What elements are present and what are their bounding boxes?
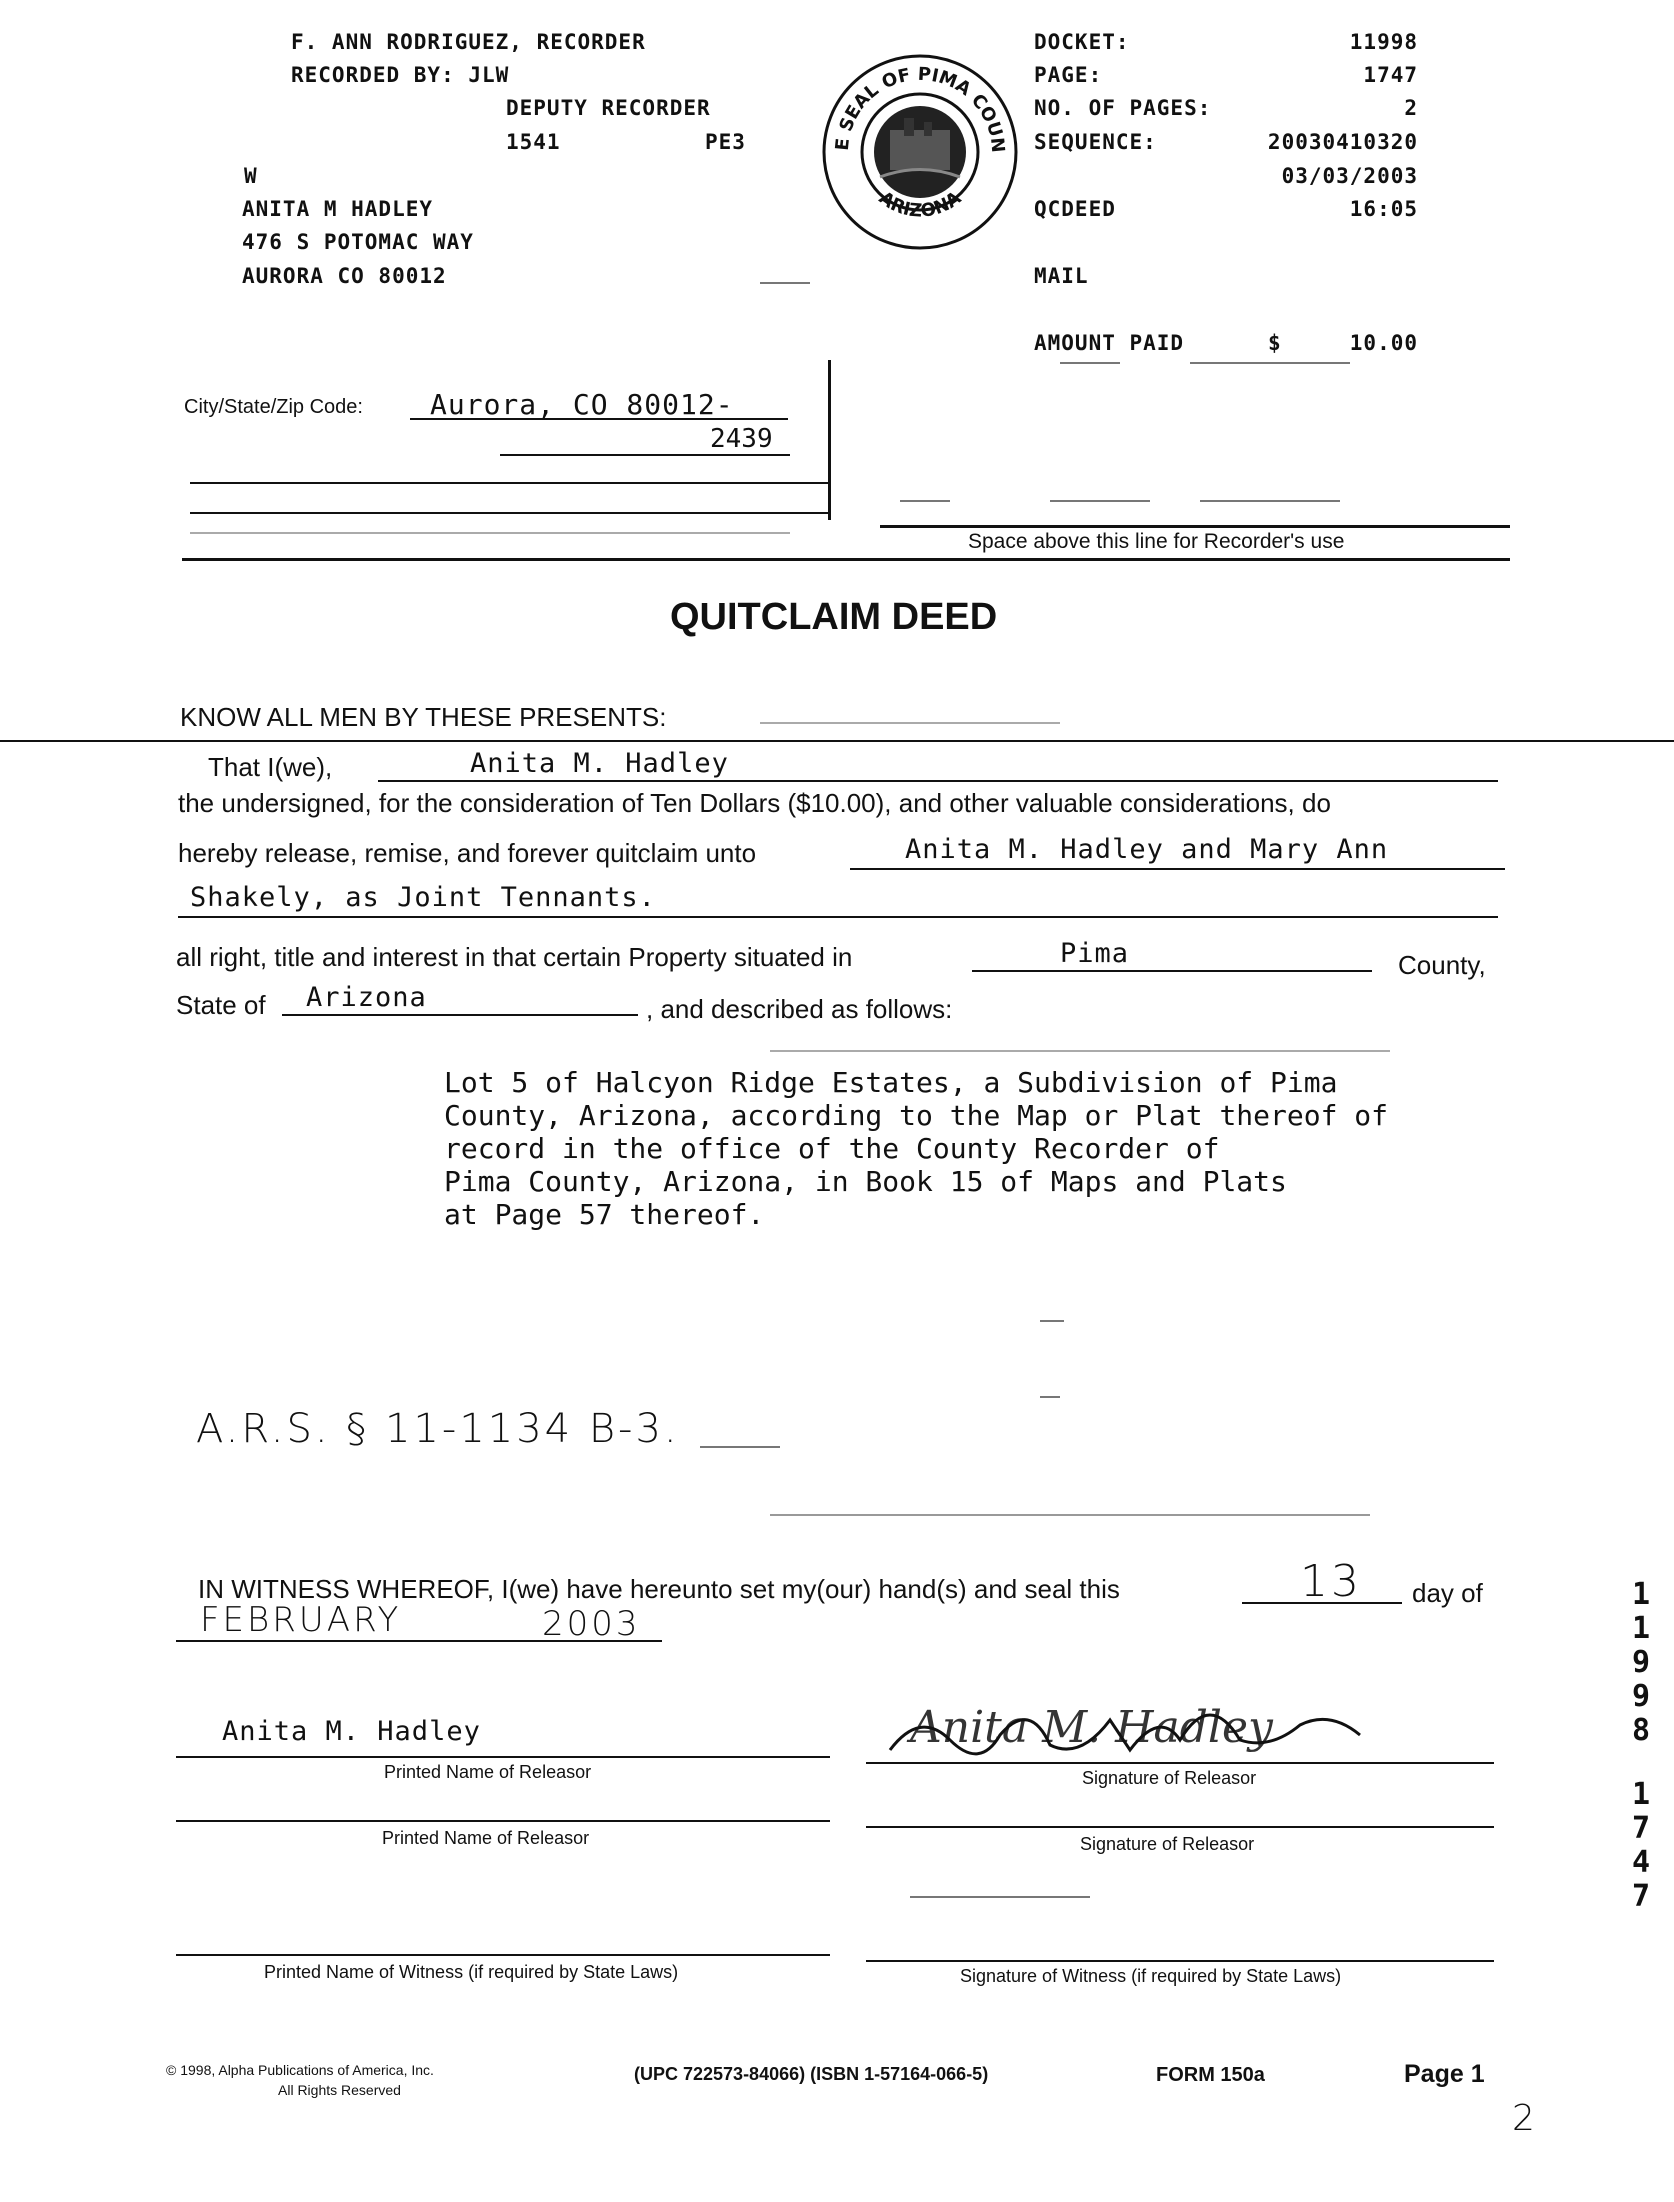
stamp-digit: 7 <box>1631 1879 1651 1914</box>
csz-vertical-rule <box>828 360 831 520</box>
scan-speck <box>770 1514 1370 1516</box>
rights-clause: all right, title and interest in that certain Property situated in <box>176 942 853 972</box>
signature-graphic <box>880 1680 1400 1770</box>
recording-time: 16:05 <box>1349 197 1418 221</box>
deputy-recorder: DEPUTY RECORDER <box>506 96 711 120</box>
page-label: PAGE: <box>1034 63 1103 87</box>
day-of-label: day of <box>1412 1578 1483 1608</box>
scan-speck <box>900 500 950 502</box>
witness-signature-line <box>866 1960 1494 1962</box>
form-number: FORM 150a <box>1156 2064 1265 2086</box>
scan-speck <box>1060 362 1120 364</box>
legal-line-5: at Page 57 thereof. <box>444 1198 765 1231</box>
signature-line-1 <box>866 1762 1494 1764</box>
page-value: 1747 <box>1363 63 1418 87</box>
legal-line-3: record in the office of the County Recorder of <box>444 1132 1220 1165</box>
legal-line-2: County, Arizona, according to the Map or Plat thereof of <box>444 1099 1389 1132</box>
scan-speck <box>1040 1320 1064 1322</box>
that-label: That I(we), <box>208 752 333 782</box>
recorder-use-note: Space above this line for Recorder's use <box>968 530 1345 553</box>
county-seal <box>820 52 1020 252</box>
signature-text: Anita M. Hadley <box>910 1702 1273 1753</box>
blank-line-2 <box>190 512 828 514</box>
scan-speck <box>1200 500 1340 502</box>
scan-speck <box>1040 1396 1060 1398</box>
recorder-use-top-line <box>880 525 1510 528</box>
county-label: County, <box>1398 950 1486 980</box>
recorded-by: RECORDED BY: JLW <box>291 63 510 87</box>
recorder-name: F. ANN RODRIGUEZ, RECORDER <box>291 30 646 54</box>
described-clause: , and described as follows: <box>646 994 953 1024</box>
witness-year-value: 2003 <box>542 1604 641 1644</box>
page-number: Page 1 <box>1404 2060 1485 2088</box>
printed-name-label-1: Printed Name of Releasor <box>384 1762 592 1782</box>
ars-note: A.R.S. § 11-1134 B-3. <box>196 1406 680 1452</box>
recorder-use-line <box>182 558 1510 561</box>
recorder-code-2: PE3 <box>705 130 746 154</box>
day-underline <box>1242 1602 1402 1604</box>
docket-value: 11998 <box>1349 30 1418 54</box>
grantee-underline-1 <box>850 868 1505 870</box>
csz-value: Aurora, CO 80012- <box>430 388 734 421</box>
signature-label-2: Signature of Releasor <box>1080 1834 1255 1854</box>
recording-date: 03/03/2003 <box>1281 164 1418 188</box>
sequence-value: 20030410320 <box>1267 130 1418 154</box>
stamp-digit: 9 <box>1631 1679 1651 1714</box>
printed-name-line-1 <box>176 1756 830 1758</box>
legal-line-1: Lot 5 of Halcyon Ridge Estates, a Subdivision of Pima <box>444 1066 1338 1099</box>
scan-speck <box>1190 362 1350 364</box>
copyright-line-2: All Rights Reserved <box>278 2082 401 2098</box>
scan-speck <box>910 1896 1090 1898</box>
grantor-name: Anita M. Hadley <box>470 748 729 779</box>
witness-clause: IN WITNESS WHEREOF, I(we) have hereunto set my(our) hand(s) and seal this <box>198 1574 1120 1604</box>
scan-speck <box>1050 500 1150 502</box>
stamp-digit: 1 <box>1631 1777 1651 1812</box>
stamp-digit: 8 <box>1631 1713 1651 1748</box>
signature-line-2 <box>866 1826 1494 1828</box>
mail-to-name: ANITA M HADLEY <box>242 197 434 221</box>
grantee-line-1: Anita M. Hadley and Mary Ann <box>905 834 1389 865</box>
mail-to-street: 476 S POTOMAC WAY <box>242 230 474 254</box>
seal-bottom-text: ARIZONA <box>874 187 966 222</box>
recorder-code-1: 1541 <box>506 130 561 154</box>
csz-value-2: 2439 <box>710 424 773 454</box>
witness-printed-line <box>176 1954 830 1956</box>
printed-name-line-2 <box>176 1820 830 1822</box>
docket-label: DOCKET: <box>1034 30 1130 54</box>
witness-signature-label: Signature of Witness (if required by State Laws) <box>960 1966 1342 1986</box>
body-divider <box>0 740 1674 742</box>
margin-docket-stamp <box>1626 1578 1656 1914</box>
county-value: Pima <box>1060 938 1130 969</box>
scan-speck <box>760 282 810 284</box>
upc-isbn: (UPC 722573-84066) (ISBN 1-57164-066-5) <box>634 2064 989 2084</box>
sequence-label: SEQUENCE: <box>1034 130 1157 154</box>
csz-underline <box>410 418 788 420</box>
mail-to-city: AURORA CO 80012 <box>242 264 447 288</box>
scan-speck <box>700 1446 780 1448</box>
state-value: Arizona <box>306 982 427 1013</box>
witness-printed-label: Printed Name of Witness (if required by State Laws) <box>264 1962 679 1982</box>
amount-currency: $ <box>1268 331 1282 355</box>
releasor-signature <box>880 1680 1400 1770</box>
recorder-w: W <box>244 164 258 188</box>
stamp-digit: 7 <box>1631 1811 1651 1846</box>
legal-description <box>444 1066 1388 1231</box>
legal-line-4: Pima County, Arizona, in Book 15 of Maps and Plats <box>444 1165 1287 1198</box>
grantee-underline-2 <box>178 916 1498 918</box>
state-label: State of <box>176 990 266 1020</box>
corner-mark: 2 <box>1512 2098 1538 2139</box>
undersigned-clause: the undersigned, for the consideration of Ten Dollars ($10.00), and other valuable considerations, do <box>178 788 1331 818</box>
amount-paid-label: AMOUNT PAID <box>1034 331 1185 355</box>
doc-type: QCDEED <box>1034 197 1116 221</box>
state-underline <box>282 1014 638 1016</box>
csz-underline-2 <box>500 454 790 456</box>
seal-graphic <box>820 52 1020 252</box>
scan-speck <box>190 532 790 534</box>
stamp-digit: 4 <box>1631 1845 1651 1880</box>
scan-speck <box>760 722 1060 724</box>
blank-line-1 <box>190 482 828 484</box>
grantee-line-2: Shakely, as Joint Tennants. <box>190 882 656 913</box>
release-clause: hereby release, remise, and forever quitclaim unto <box>178 838 757 868</box>
csz-label: City/State/Zip Code: <box>184 396 363 418</box>
county-underline <box>972 970 1372 972</box>
scan-speck <box>770 1050 1390 1052</box>
seal-top-text: E SEAL OF PIMA COUN <box>831 63 1009 154</box>
printed-name-label-2: Printed Name of Releasor <box>382 1828 590 1848</box>
witness-day-value: 13 <box>1300 1556 1362 1607</box>
document-title: QUITCLAIM DEED <box>670 596 998 638</box>
amount-paid-value: 10.00 <box>1349 331 1418 355</box>
printed-name-1: Anita M. Hadley <box>222 1716 481 1747</box>
know-all-men: KNOW ALL MEN BY THESE PRESENTS: <box>180 702 667 732</box>
stamp-digit: 1 <box>1631 1577 1651 1612</box>
copyright-line-1: © 1998, Alpha Publications of America, Inc. <box>166 2062 434 2078</box>
witness-month-value: FEBRUARY <box>200 1600 402 1640</box>
mail-label: MAIL <box>1034 264 1089 288</box>
num-pages-label: NO. OF PAGES: <box>1034 96 1212 120</box>
num-pages-value: 2 <box>1404 96 1418 120</box>
grantor-underline <box>378 780 1498 782</box>
stamp-digit: 1 <box>1631 1611 1651 1646</box>
signature-label-1: Signature of Releasor <box>1082 1768 1257 1788</box>
stamp-digit: 9 <box>1631 1645 1651 1680</box>
